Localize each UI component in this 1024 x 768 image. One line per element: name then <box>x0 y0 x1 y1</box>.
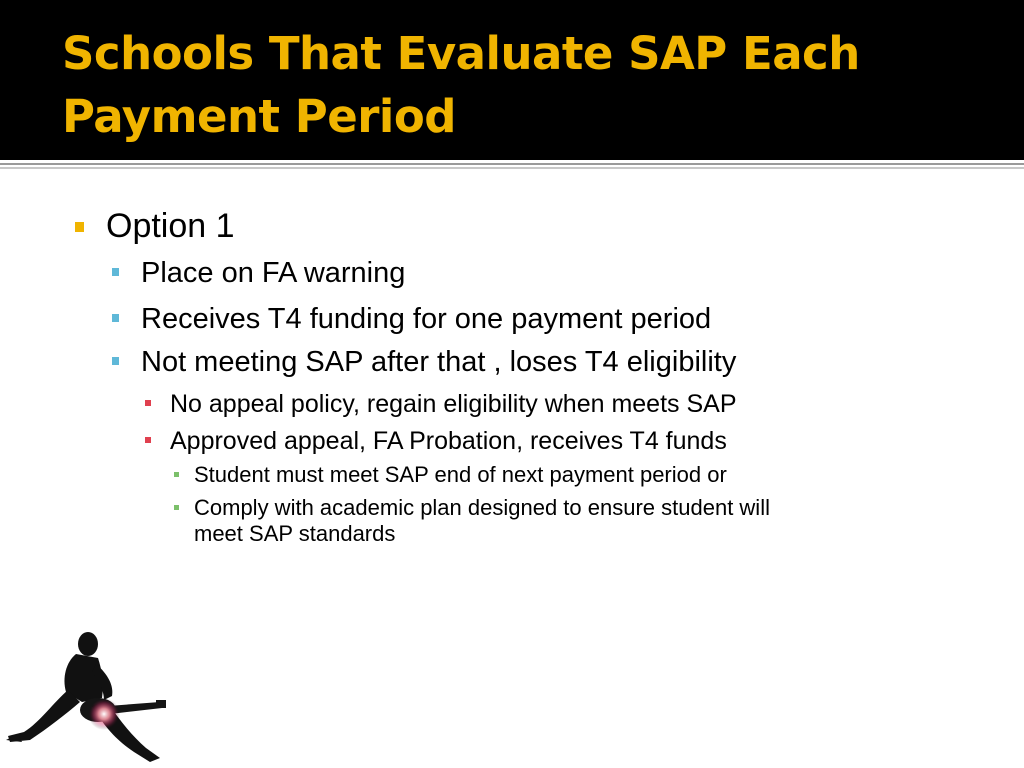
slide-title-line-1: Schools That Evaluate SAP Each <box>62 27 860 80</box>
bullet-comply-line-2: meet SAP standards <box>194 521 396 546</box>
bullet-no-appeal: No appeal policy, regain eligibility when meets SAP <box>170 390 737 418</box>
slide-title-line-2: Payment Period <box>62 90 456 143</box>
bullet-level4-icon <box>174 505 179 510</box>
guitar-player-silhouette-icon <box>0 630 180 768</box>
bullet-level3-icon <box>145 437 151 443</box>
bullet-level2-icon <box>112 357 119 365</box>
bullet-receives-t4: Receives T4 funding for one payment period <box>141 303 712 335</box>
bullet-approved-appeal: Approved appeal, FA Probation, receives T4 funds <box>170 427 727 455</box>
bullet-level2-icon <box>112 314 119 322</box>
bullet-level4-icon <box>174 472 179 477</box>
bullet-level2-icon <box>112 268 119 276</box>
bullet-not-meeting: Not meeting SAP after that , loses T4 eligibility <box>141 346 737 378</box>
bullet-student-must: Student must meet SAP end of next payment period or <box>194 462 727 487</box>
bullet-option-1: Option 1 <box>106 207 235 245</box>
bullet-comply-line-1: Comply with academic plan designed to ensure student will <box>194 495 770 520</box>
bullet-level3-icon <box>145 400 151 406</box>
bullet-level1-icon <box>75 222 84 232</box>
bullet-place-warning: Place on FA warning <box>141 257 406 289</box>
